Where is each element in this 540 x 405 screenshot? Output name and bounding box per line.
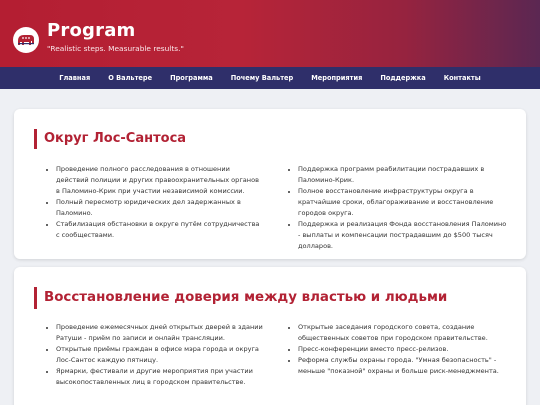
hero-header [0, 0, 540, 67]
main-nav [0, 67, 540, 89]
list-item: Открытые приёмы граждан в офисе мэра города и округа Лос-Сантос каждую пятницу. [42, 344, 264, 366]
list-item: Полное восстановление инфраструктуры округа в кратчайшие сроки, облагораживание и восстановление городов округа. [284, 186, 510, 219]
list-item: Полный пересмотр юридических дел задержанных в Паломино. [42, 197, 264, 219]
elephant-icon [16, 32, 36, 48]
nav-item-support[interactable]: Поддержка [380, 74, 426, 82]
section-title-bar [34, 287, 447, 309]
nav-item-events[interactable]: Мероприятия [311, 74, 363, 82]
list-item: Поддержка программ реабилитации пострадавших в Паломино-Крик. [284, 164, 510, 186]
section-column-left [42, 164, 264, 241]
section-column-right [284, 322, 510, 377]
list-item: Поддержка и реализация Фонда восстановления Паломино - выплаты и компенсации пострадавшим до $500 тысяч долларов. [284, 219, 510, 252]
list-item: Проведение ежемесячных дней открытых дверей в здании Ратуши - приём по записи и онлайн трансляции. [42, 322, 264, 344]
logo[interactable] [13, 27, 39, 53]
list-item: Пресс-конференции вместо пресс-релизов. [284, 344, 510, 355]
section-column-right [284, 164, 510, 252]
nav-item-home[interactable]: Главная [59, 74, 91, 82]
nav-item-program[interactable]: Программа [170, 74, 213, 82]
list-item: Проведение полного расследования в отношении действий полиции и других правоохранительных органов в Паломино-Крик при участии независимой комиссии. [42, 164, 264, 197]
list-item: Стабилизация обстановки в округе путём сотрудничества с сообществами. [42, 219, 264, 241]
section-card-los-santos-county [14, 109, 526, 259]
section-card-trust [14, 267, 526, 405]
section-title: Округ Лос-Сантоса [44, 131, 187, 146]
nav-item-why[interactable]: Почему Вальтер [230, 74, 294, 82]
section-column-left [42, 322, 264, 388]
nav-item-about[interactable]: О Вальтере [108, 74, 153, 82]
section-title: Восстановление доверия между властью и людьми [44, 290, 448, 305]
section-title-bar [34, 129, 186, 149]
nav-item-contacts[interactable]: Контакты [443, 74, 481, 82]
site-tagline: "Realistic steps. Measurable results." [47, 44, 184, 53]
list-item: Открытые заседания городского совета, создание общественных советов при городском правительстве. [284, 322, 510, 344]
list-item: Ярмарки, фестивали и другие мероприятия при участии высокопоставленных лиц в городском правительстве. [42, 366, 264, 388]
site-title[interactable]: Program [47, 20, 136, 41]
list-item: Реформа службы охраны города. "Умная безопасность" - меньше "показной" охраны и больше риск-менеджмента. [284, 355, 510, 377]
